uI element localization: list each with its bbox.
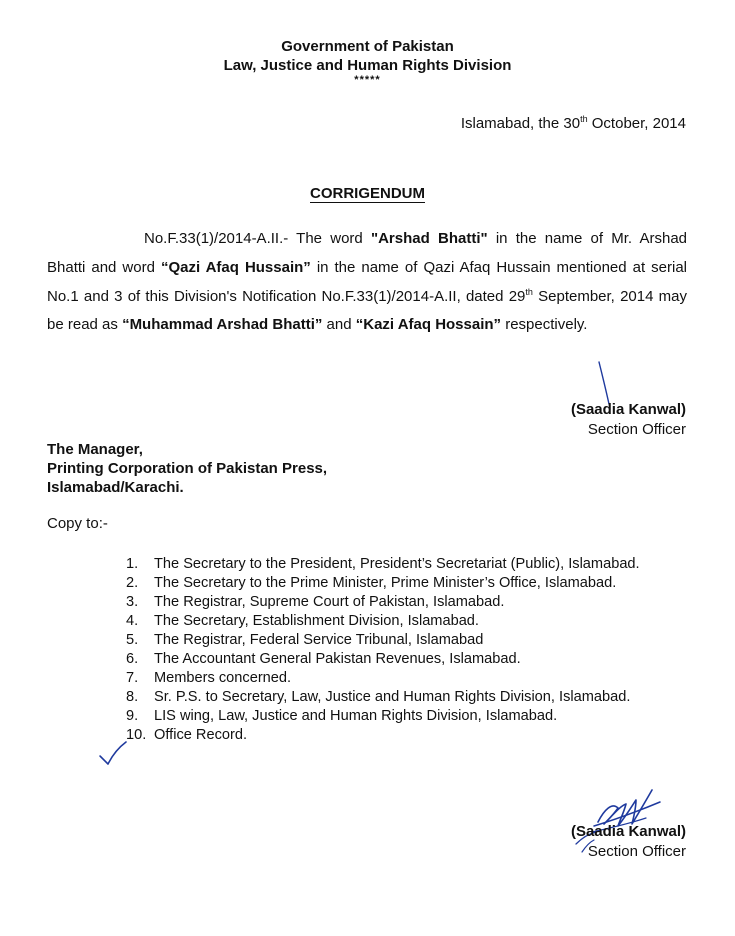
- body-bold-4: “Kazi Afaq Hossain”: [355, 316, 502, 334]
- document-title: CORRIGENDUM: [310, 185, 425, 202]
- addressee-block: [47, 440, 327, 497]
- dateline: [461, 115, 686, 132]
- list-item: 2. The Secretary to the Prime Minister, Prime Minister’s Office, Islamabad.: [126, 575, 617, 591]
- signatory-designation: Section Officer: [587, 420, 686, 438]
- addressee-line-2: Printing Corporation of Pakistan Press,: [47, 460, 328, 477]
- division-name: Law, Justice and Human Rights Division: [223, 57, 512, 74]
- corrigendum-body: [47, 225, 687, 340]
- list-item: 3. The Registrar, Supreme Court of Pakistan, Islamabad.: [126, 594, 505, 610]
- checkmark-icon: [98, 740, 128, 766]
- body-text-2: in the name of Mr. Arshad Bhatti and word: [47, 230, 688, 276]
- list-item: 1. The Secretary to the President, President’s Secretariat (Public), Islamabad.: [126, 556, 640, 572]
- date-ordinal: th: [580, 114, 588, 124]
- signatory-name: (Saadia Kanwal): [570, 823, 686, 840]
- addressee-line-1: The Manager,: [47, 441, 143, 458]
- header-stars: *****: [354, 74, 381, 86]
- signatory-name: (Saadia Kanwal): [570, 401, 686, 418]
- list-item: 8. Sr. P.S. to Secretary, Law, Justice and Human Rights Division, Islamabad.: [126, 689, 631, 705]
- date-prefix: Islamabad, the 30: [460, 115, 581, 132]
- date-suffix: October, 2014: [587, 115, 686, 132]
- copy-to-list: [126, 555, 687, 745]
- list-item: 10. Office Record.: [126, 727, 248, 743]
- body-ordinal: th: [525, 286, 533, 297]
- list-item: 6. The Accountant General Pakistan Revenues, Islamabad.: [126, 651, 521, 667]
- list-item: 4. The Secretary, Establishment Division, Islamabad.: [126, 613, 479, 629]
- signatory-designation: Section Officer: [587, 842, 686, 860]
- list-item: 9. LIS wing, Law, Justice and Human Rights Division, Islamabad.: [126, 708, 558, 724]
- letterhead: [0, 37, 735, 75]
- body-text-3: in the name of Qazi Afaq Hussain mentioned at serial No.1 and 3 of this Division's Notification No.F.33(1)/2014-A.II, dated 29: [47, 258, 687, 305]
- body-text-1: No.F.33(1)/2014-A.II.- The word: [144, 230, 371, 247]
- addressee-line-3: Islamabad/Karachi.: [47, 479, 184, 496]
- body-text-6: respectively.: [501, 316, 588, 334]
- list-item: 7. Members concerned.: [126, 670, 292, 686]
- signature-block-2: [571, 822, 686, 861]
- body-bold-3: “Muhammad Arshad Bhatti”: [122, 316, 323, 334]
- body-bold-2: “Qazi Afaq Hussain”: [160, 258, 311, 276]
- body-text-5: and: [322, 316, 356, 334]
- body-bold-1: "Arshad Bhatti": [370, 230, 488, 247]
- signature-block-1: [571, 400, 686, 439]
- copy-to-label: Copy to:-: [47, 515, 108, 532]
- list-item: 5. The Registrar, Federal Service Tribunal, Islamabad: [126, 632, 484, 648]
- government-name: Government of Pakistan: [281, 38, 454, 55]
- body-text-4: September, 2014 may be read as: [47, 287, 687, 334]
